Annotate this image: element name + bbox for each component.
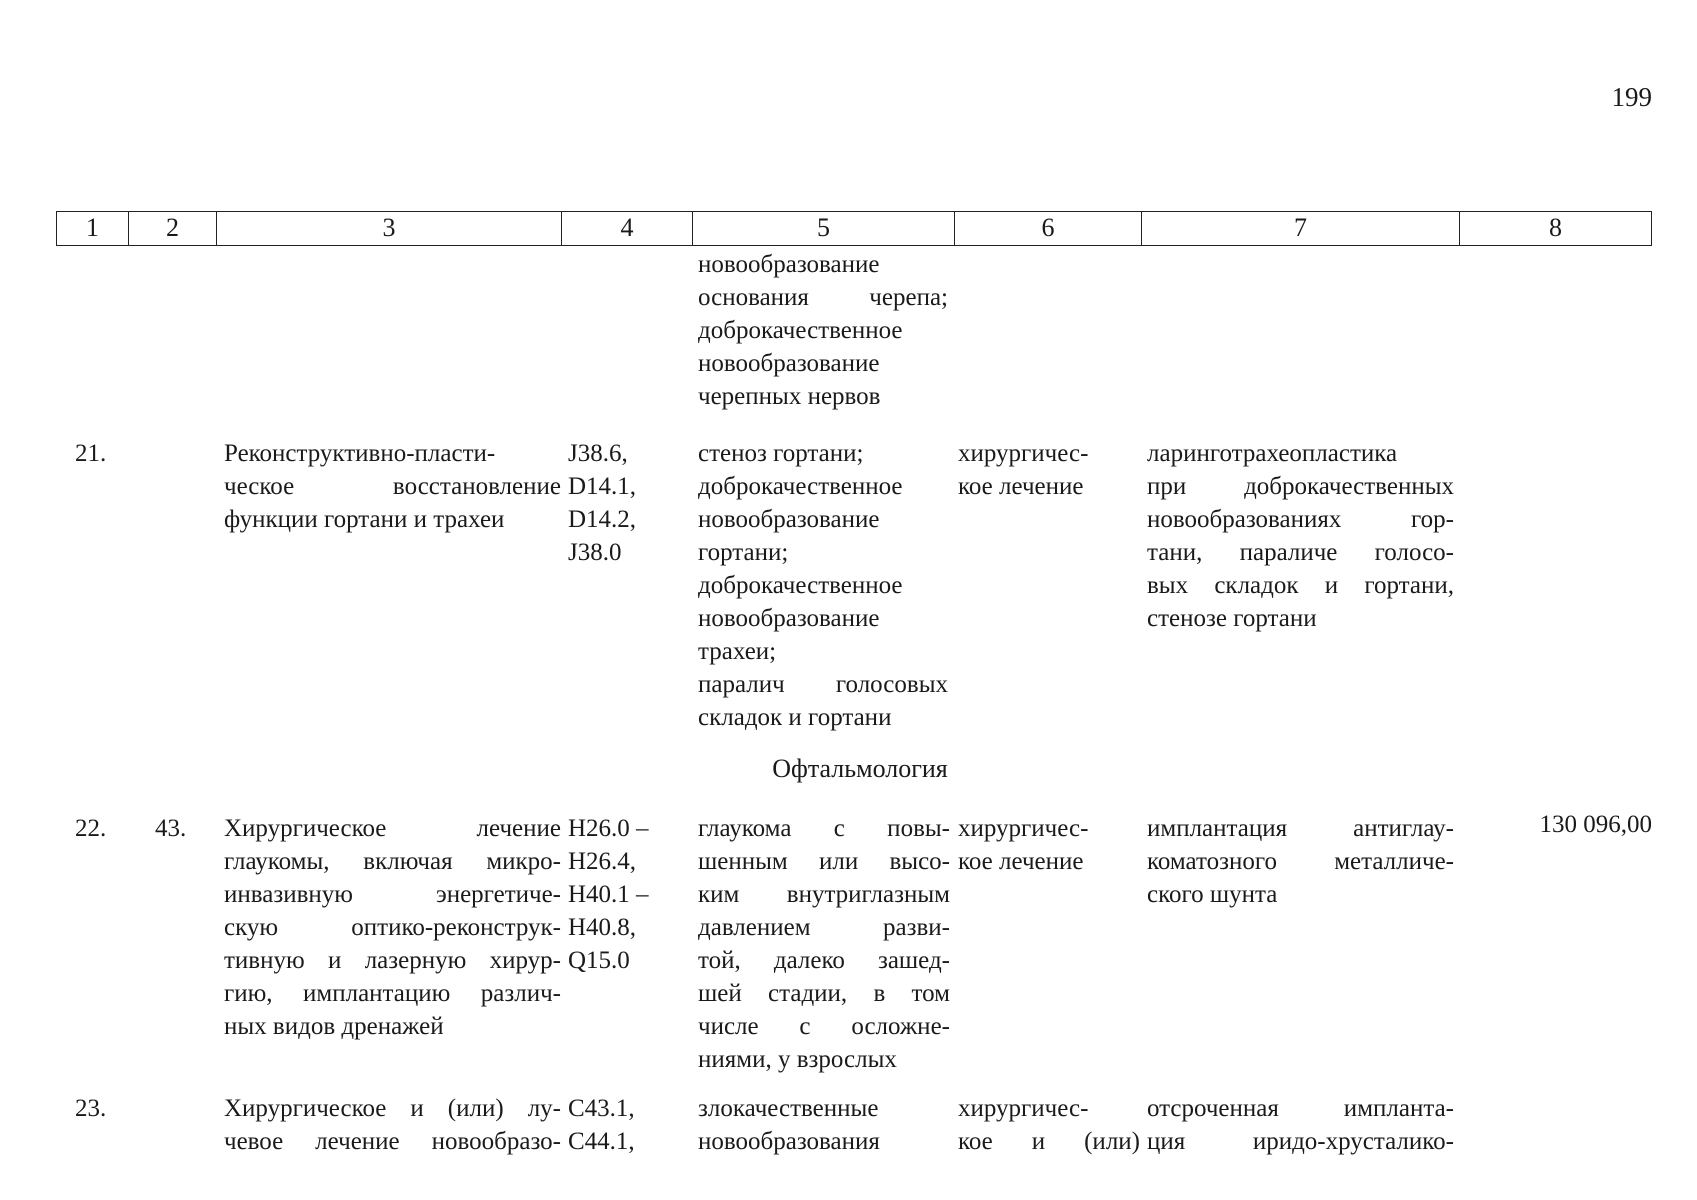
cell-line: черепных нервов [698,383,881,410]
row-service: функции гортани и трахеи [224,506,505,533]
cell-line: основания черепа; [698,284,948,311]
row-service: ных видов дренажей [224,1013,444,1040]
page-number: 199 [1611,82,1652,112]
row-service: Хирургическое лечение [224,815,561,842]
row-diagnosis: той, далеко зашед- [698,947,950,974]
row-method: тани, параличе голосо- [1147,539,1454,566]
row-method: стенозе гортани [1147,605,1317,632]
header-cell: 5 [693,212,955,245]
header-cell: 4 [562,212,693,245]
cell-line: доброкачественное [698,317,903,344]
row-diagnosis: доброкачественное [698,473,903,500]
row-treatment-type: хирургичес- [958,1095,1089,1122]
row-diagnosis: ниями, у взрослых [698,1046,897,1073]
row-code: C43.1, [568,1095,635,1122]
cell-line: новообразование [698,350,880,377]
header-cell: 8 [1549,213,1562,242]
row-number: 23. [75,1095,107,1122]
row-method: имплантация антиглау- [1147,815,1454,842]
row-diagnosis: числе с осложне- [698,1013,950,1040]
row-code: H40.1 – [568,881,649,908]
row-diagnosis: гортани; [698,539,789,566]
row-code: H26.0 – [568,815,649,842]
section-title: Офтальмология [772,754,948,783]
row-treatment-type: хирургичес- [958,440,1089,467]
row-method: вых складок и гортани, [1147,572,1454,599]
row-service: чевое лечение новообразо- [224,1128,561,1155]
row-diagnosis: шенным или высо- [698,848,950,875]
row-price: 130 096,00 [1539,811,1652,838]
row-diagnosis: новообразование [698,605,880,632]
row-service: тивную и лазерную хирур- [224,947,561,974]
row-method: коматозного металличе- [1147,848,1454,875]
row-diagnosis: стеноз гортани; [698,440,864,467]
row-service: Реконструктивно-пласти- [224,440,496,467]
row-diagnosis: паралич голосовых [698,671,948,698]
row-diagnosis: новообразование [698,506,880,533]
header-cell: 3 [217,212,562,245]
row-method: ского шунта [1147,881,1278,908]
row-diagnosis: складок и гортани [698,704,892,731]
cell-line: новообразование [698,251,880,278]
row-code: H26.4, [568,848,637,875]
row-service: гию, имплантацию различ- [224,980,561,1007]
row-code: C44.1, [568,1128,635,1155]
header-cell: 1 [57,212,129,245]
row-method: отсроченная импланта- [1147,1095,1454,1122]
row-diagnosis: трахеи; [698,638,777,665]
row-diagnosis: злокачественные [698,1095,879,1122]
header-cell: 6 [955,212,1142,245]
header-cell: 7 [1142,212,1460,245]
row-treatment-type: кое и (или) [958,1128,1140,1155]
row-subnumber: 43. [155,815,187,842]
row-diagnosis: доброкачественное [698,572,903,599]
row-method: новообразованиях гор- [1147,506,1454,533]
row-number: 22. [75,815,107,842]
row-service: Хирургическое и (или) лу- [224,1095,561,1122]
table-header [56,211,1652,246]
row-service: глаукомы, включая микро- [224,848,561,875]
row-method: ларинготрахеопластика [1147,440,1398,467]
header-cell: 2 [129,212,217,245]
row-code: J38.6, [568,440,628,467]
row-service: инвазивную энергетиче- [224,881,561,908]
row-method: при доброкачественных [1147,473,1454,500]
row-code: H40.8, [568,914,637,941]
row-code: D14.2, [568,506,637,533]
row-service: скую оптико-реконструк- [224,914,561,941]
row-treatment-type: кое лечение [958,473,1084,500]
row-diagnosis: шей стадии, в том [698,980,950,1007]
row-diagnosis: давлением разви- [698,914,950,941]
row-number: 21. [75,440,107,467]
row-diagnosis: новообразования [698,1128,880,1155]
row-code: Q15.0 [568,947,630,974]
row-treatment-type: кое лечение [958,848,1084,875]
row-treatment-type: хирургичес- [958,815,1089,842]
row-diagnosis: ким внутриглазным [698,881,950,908]
row-service: ческое восстановление [224,473,561,500]
row-diagnosis: глаукома с повы- [698,815,950,842]
row-method: ция иридо-хрусталико- [1147,1128,1454,1155]
row-code: J38.0 [568,539,622,566]
row-code: D14.1, [568,473,637,500]
